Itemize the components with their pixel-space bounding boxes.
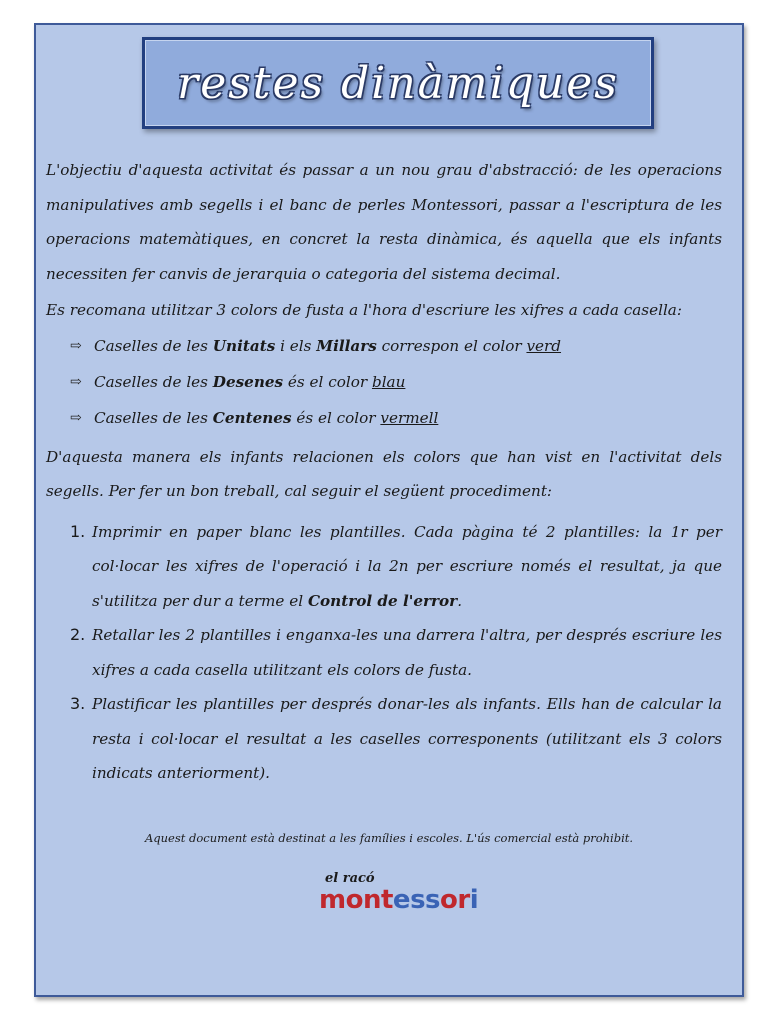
step-number: 3. bbox=[70, 694, 86, 713]
logo-letter: t bbox=[380, 885, 393, 915]
list-item bbox=[70, 328, 722, 364]
step-bold: Control de l'error bbox=[307, 591, 458, 610]
bullet-bold: Centenes bbox=[212, 408, 292, 427]
step-text: Plastificar les plantilles per després donar-les als infants. Ells han de calcular la resta i col·locar el resultat a les caselles corresponents (utilitzant els 3 colors indicats anteriorment). bbox=[92, 695, 722, 782]
list-item bbox=[46, 687, 722, 791]
color-list bbox=[46, 328, 722, 436]
document-page bbox=[34, 23, 744, 997]
step-number: 2. bbox=[70, 625, 86, 644]
bullet-bold: Unitats bbox=[212, 336, 276, 355]
logo-letter: o bbox=[345, 885, 363, 915]
document-body bbox=[46, 153, 722, 791]
logo-letter: s bbox=[425, 885, 441, 915]
bullet-text: és el color bbox=[291, 408, 381, 427]
bullet-text: és el color bbox=[283, 372, 372, 391]
step-text: Retallar les 2 plantilles i enganxa-les una darrera l'altra, per després escriure les xifres a cada casella utilitzant els colors de fusta. bbox=[92, 626, 722, 679]
logo-letter: n bbox=[362, 885, 381, 915]
intro-paragraph: L'objectiu d'aquesta activitat és passar a un nou grau d'abstracció: de les operacions manipulatives amb segells i el banc de perles Montessori, passar a l'escriptura de les operacions matemàtiques, en concret la resta dinàmica, és aquella que els infants necessiten fer canvis de jerarquia o categoria del sistema decimal. bbox=[46, 161, 722, 283]
steps-list bbox=[46, 515, 722, 791]
arrow-right-icon: ⇨ bbox=[70, 337, 82, 354]
footer-note: Aquest document està destinat a les famílies i escoles. L'ús comercial està prohibit. bbox=[144, 831, 634, 845]
bullet-color: vermell bbox=[380, 408, 439, 427]
bullet-text: Caselles de les bbox=[94, 372, 213, 391]
logo-letter: o bbox=[440, 885, 458, 915]
step-text: Imprimir en paper blanc les plantilles. Cada pàgina té 2 plantilles: la 1r per col·locar les xifres de l'operació i la 2n per escriure només el resultat, ja que s'utilitza per dur a terme el bbox=[92, 522, 722, 610]
bullet-color: blau bbox=[371, 372, 406, 391]
list-item bbox=[46, 618, 722, 687]
bullet-color: verd bbox=[526, 336, 562, 355]
logo-letter: s bbox=[410, 885, 426, 915]
arrow-right-icon: ⇨ bbox=[70, 409, 82, 426]
relation-paragraph: D'aquesta manera els infants relacionen els colors que han vist en l'activitat dels segells. Per fer un bon treball, cal seguir el següent procediment: bbox=[46, 447, 722, 500]
logo-letter: i bbox=[469, 885, 479, 915]
list-item bbox=[46, 515, 722, 619]
logo-letter: e bbox=[392, 885, 411, 915]
montessori-logo bbox=[319, 871, 489, 921]
list-item bbox=[70, 400, 722, 436]
bullet-bold: Desenes bbox=[212, 372, 284, 391]
logo-small-text: el racó bbox=[325, 871, 375, 886]
bullet-text: Caselles de les bbox=[94, 336, 213, 355]
arrow-right-icon: ⇨ bbox=[70, 373, 82, 390]
bullet-bold: Millars bbox=[316, 336, 377, 355]
logo-letter: r bbox=[457, 885, 470, 915]
logo-wordmark bbox=[319, 885, 478, 915]
bullet-text: i els bbox=[275, 336, 317, 355]
bullet-text: correspon el color bbox=[376, 336, 527, 355]
bullet-text: Caselles de les bbox=[94, 408, 213, 427]
list-item bbox=[70, 364, 722, 400]
logo-letter: m bbox=[319, 885, 346, 915]
colors-paragraph: Es recomana utilitzar 3 colors de fusta a l'hora d'escriure les xifres a cada casella: bbox=[46, 301, 682, 319]
page-title: restes dinàmiques bbox=[177, 57, 619, 109]
title-box bbox=[142, 37, 654, 129]
step-number: 1. bbox=[70, 521, 86, 541]
step-text: . bbox=[457, 591, 463, 610]
